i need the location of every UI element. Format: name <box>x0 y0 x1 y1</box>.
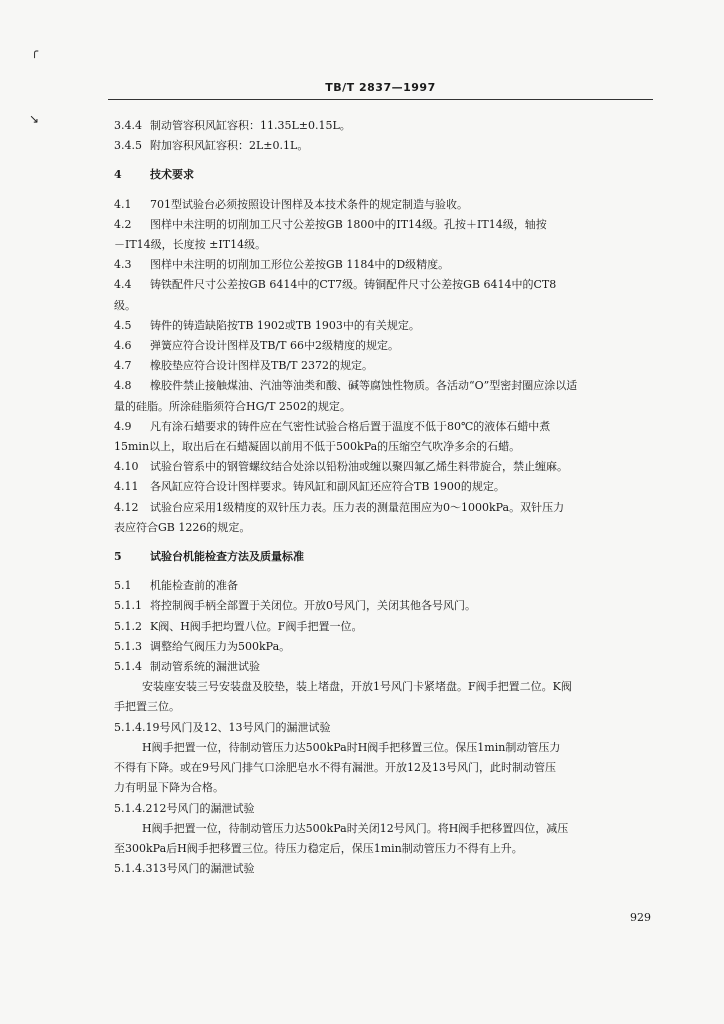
clause-text: 调整给气阀压力为500kPa。 <box>150 639 291 653</box>
text-line <box>114 518 656 538</box>
text-line <box>114 677 656 697</box>
clause-number: 4.12 <box>114 500 139 514</box>
text-line <box>114 316 656 336</box>
clause-text: 12号风门的漏泄试验 <box>152 801 255 815</box>
clause-text: 表应符合GB 1226的规定。 <box>114 520 251 534</box>
text-line <box>114 839 656 859</box>
clause-number: 4.9 <box>114 419 132 433</box>
clause-number: 4.4 <box>114 278 132 292</box>
clause-text: 橡胶垫应符合设计图样及TB/T 2372的规定。 <box>150 359 373 373</box>
text-line <box>114 576 656 596</box>
text-line <box>114 195 656 215</box>
clause-text: －IT14级，长度按 ±IT14级。 <box>114 238 267 252</box>
clause-number: 4.8 <box>114 379 132 393</box>
clause-number: 4.7 <box>114 359 132 373</box>
clause-text: 制动管系统的漏泄试验 <box>150 660 260 674</box>
text-line <box>114 498 656 518</box>
clause-text: 各风缸应符合设计图样要求。铸风缸和副风缸还应符合TB 1900的规定。 <box>150 480 505 494</box>
text-line <box>114 738 656 758</box>
paragraph-gap <box>114 156 656 165</box>
paragraph-gap <box>114 567 656 576</box>
clause-text: 不得有下降。或在9号风门排气口涂肥皂水不得有漏泄。开放12及13号风门，此时制动管压 <box>114 761 556 775</box>
clause-text: 13号风门的漏泄试验 <box>152 862 255 876</box>
clause-number: 3.4.4 <box>114 119 142 132</box>
text-line <box>114 417 656 437</box>
text-line <box>114 799 656 819</box>
clause-text: 制动管容积风缸容积：11.35L±0.15L。 <box>150 119 351 132</box>
clause-text: 弹簧应符合设计图样及TB/T 66中2级精度的规定。 <box>150 339 399 353</box>
clause-text: 安装座安装三号安装盘及胶垫，装上堵盘，开放1号风门卡紧堵盘。F阀手把置二位。K阀 <box>142 680 572 694</box>
clause-text: 9号风门及12、13号风门的漏泄试验 <box>152 720 331 734</box>
text-line <box>114 697 656 717</box>
section-heading <box>114 547 656 567</box>
clause-number: 4.2 <box>114 217 132 231</box>
text-line <box>114 397 656 417</box>
clause-number: 4.6 <box>114 339 132 353</box>
clause-number: 5.1.4.2 <box>114 801 153 815</box>
clause-text: 图样中未注明的切削加工尺寸公差按GB 1800中的IT14级。孔按＋IT14级，轴按 <box>150 217 547 231</box>
clause-text: H阀手把置一位，待制动管压力达500kPa时H阀手把移置三位。保压1min制动管压力 <box>142 740 561 754</box>
clause-number: 5.1.2 <box>114 619 142 633</box>
clause-text: 量的硅脂。所涂硅脂须符合HG/T 2502的规定。 <box>114 399 351 413</box>
text-line <box>114 356 656 376</box>
clause-text: 凡有涂石蜡要求的铸件应在气密性试验合格后置于温度不低于80℃的液体石蜡中煮 <box>150 419 551 433</box>
header-rule <box>108 99 653 100</box>
text-line <box>114 437 656 457</box>
paragraph-gap <box>114 186 656 195</box>
clause-text: K阀、H阀手把均置八位。F阀手把置一位。 <box>150 619 363 633</box>
clause-number: 4.1 <box>114 197 132 211</box>
clause-number: 5 <box>114 550 122 564</box>
scan-mark-top: ╭ <box>31 44 39 58</box>
clause-text: 将控制阀手柄全部置于关闭位。开放0号风门，关闭其他各号风门。 <box>150 599 476 613</box>
text-line <box>114 136 656 156</box>
text-line <box>114 215 656 235</box>
clause-text: 15min以上，取出后在石蜡凝固以前用不低于500kPa的压缩空气吹净多余的石蜡。 <box>114 440 521 454</box>
text-line <box>114 859 656 879</box>
scan-mark-left: ↘ <box>29 112 40 126</box>
clause-number: 3.4.5 <box>114 139 142 153</box>
text-line <box>114 778 656 798</box>
text-line <box>114 718 656 738</box>
text-line <box>114 275 656 295</box>
text-line <box>114 657 656 677</box>
text-line <box>114 255 656 275</box>
clause-text: 图样中未注明的切削加工形位公差按GB 1184中的D级精度。 <box>150 258 450 272</box>
text-line <box>114 376 656 396</box>
clause-text: 铸铁配件尺寸公差按GB 6414中的CT7级。铸铜配件尺寸公差按GB 6414中的CT8 <box>150 278 557 292</box>
text-line <box>114 116 656 136</box>
text-line <box>114 596 656 616</box>
clause-text: 试验台机能检查方法及质量标准 <box>150 550 304 564</box>
text-line <box>114 477 656 497</box>
text-line <box>114 296 656 316</box>
clause-number: 5.1 <box>114 579 132 593</box>
clause-number: 4 <box>114 168 122 182</box>
text-line <box>114 457 656 477</box>
page-number: 929 <box>630 911 651 924</box>
text-line <box>114 758 656 778</box>
clause-text: 力有明显下降为合格。 <box>114 781 224 795</box>
clause-text: 701型试验台必须按照设计图样及本技术条件的规定制造与验收。 <box>150 197 468 211</box>
clause-text: 铸件的铸造缺陷按TB 1902或TB 1903中的有关规定。 <box>150 318 420 332</box>
clause-number: 4.11 <box>114 480 139 494</box>
clause-text: 级。 <box>114 298 136 312</box>
text-line <box>114 336 656 356</box>
clause-number: 5.1.4 <box>114 660 142 674</box>
clause-number: 5.1.3 <box>114 639 142 653</box>
clause-number: 5.1.4.1 <box>114 720 153 734</box>
clause-text: 手把置三位。 <box>114 700 180 714</box>
clause-number: 4.3 <box>114 258 132 272</box>
running-header: TB/T 2837—1997 <box>325 81 436 94</box>
clause-text: H阀手把置一位，待制动管压力达500kPa时关闭12号风门。将H阀手把移置四位，减压 <box>142 821 569 835</box>
clause-text: 试验台管系中的钢管螺纹结合处涂以铅粉油或缠以聚四氟乙烯生料带旋合，禁止缠麻。 <box>150 460 568 474</box>
clause-text: 附加容积风缸容积：2L±0.1L。 <box>150 139 309 153</box>
text-line <box>114 235 656 255</box>
clause-text: 至300kPa后H阀手把移置三位。待压力稳定后，保压1min制动管压力不得有上升。 <box>114 841 523 855</box>
clause-text: 机能检查前的准备 <box>150 579 238 593</box>
text-line <box>114 617 656 637</box>
clause-text: 技术要求 <box>150 168 194 182</box>
text-line <box>114 637 656 657</box>
text-line <box>114 819 656 839</box>
clause-number: 4.10 <box>114 460 139 474</box>
clause-text: 试验台应采用1级精度的双针压力表。压力表的测量范围应为0～1000kPa。双针压力 <box>150 500 565 514</box>
document-body <box>114 116 656 879</box>
paragraph-gap <box>114 538 656 547</box>
clause-number: 5.1.4.3 <box>114 862 153 876</box>
section-heading <box>114 165 656 185</box>
clause-number: 5.1.1 <box>114 599 142 613</box>
clause-text: 橡胶件禁止接触煤油、汽油等油类和酸、碱等腐蚀性物质。各活动“O”型密封圈应涂以适 <box>150 379 578 393</box>
clause-number: 4.5 <box>114 318 132 332</box>
